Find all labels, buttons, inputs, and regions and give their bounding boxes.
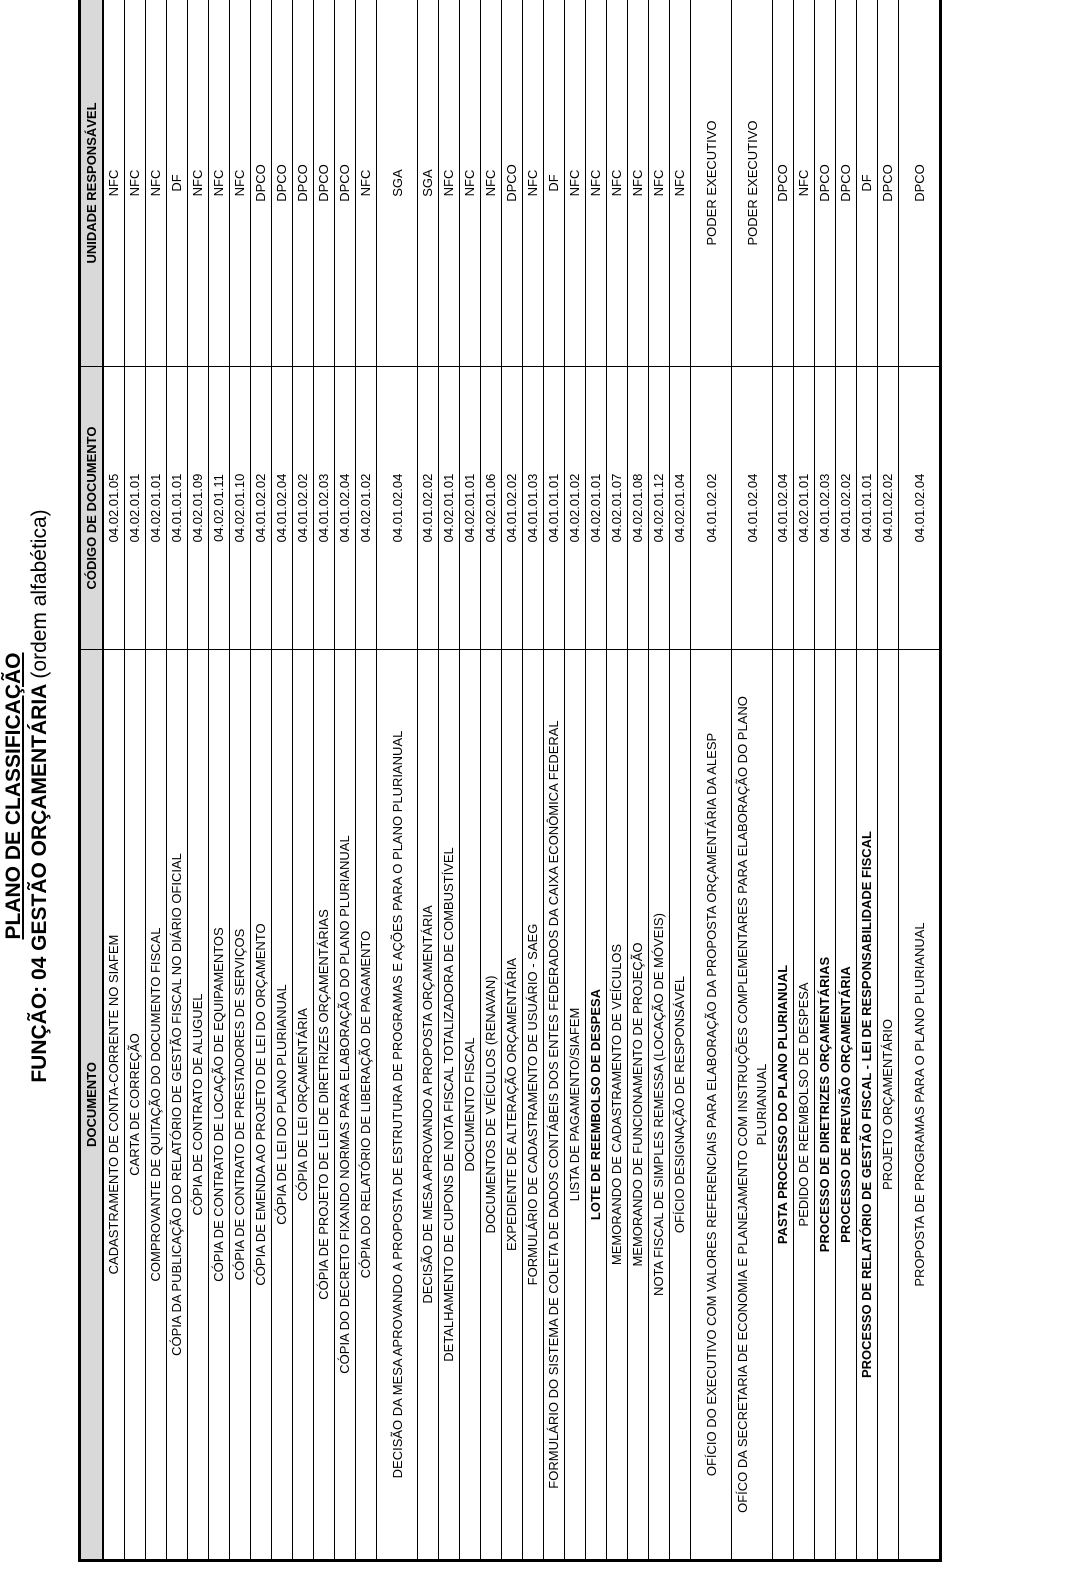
cell-unidade: DPCO [314, 0, 335, 367]
cell-documento: MEMORANDO DE CADASTRAMENTO DE VEÍCULOS [607, 650, 628, 1561]
table-row [857, 0, 878, 1561]
cell-unidade: DPCO [815, 0, 836, 367]
cell-unidade: NFC [586, 0, 607, 367]
cell-unidade: DPCO [836, 0, 857, 367]
column-header-codigo: CÓDIGO DE DOCUMENTO [80, 367, 104, 650]
cell-unidade: DPCO [773, 0, 794, 367]
cell-documento: CÓPIA DE CONTRATO DE LOCAÇÃO DE EQUIPAMENTOS [209, 650, 230, 1561]
cell-unidade: PODER EXECUTIVO [732, 0, 773, 367]
table-row [836, 0, 857, 1561]
table-row [209, 0, 230, 1561]
cell-documento: DECISÃO DE MESA APROVANDO A PROPOSTA ORÇAMENTÁRIA [418, 650, 439, 1561]
table-row [439, 0, 460, 1561]
table-row [377, 0, 418, 1561]
table-row [628, 0, 649, 1561]
table-row [335, 0, 356, 1561]
table-row [481, 0, 502, 1561]
cell-unidade: DPCO [272, 0, 293, 367]
cell-documento: CÓPIA DE LEI DO PLANO PLURIANUAL [272, 650, 293, 1561]
cell-documento: DOCUMENTOS DE VEÍCULOS (RENAVAN) [481, 650, 502, 1561]
cell-unidade: NFC [188, 0, 209, 367]
page-subtitle [26, 0, 54, 1592]
cell-unidade: NFC [439, 0, 460, 367]
cell-codigo: 04.02.01.12 [649, 367, 670, 650]
cell-documento: LISTA DE PAGAMENTO/SIAFEM [565, 650, 586, 1561]
cell-unidade: NFC [523, 0, 544, 367]
table-row [167, 0, 188, 1561]
cell-unidade: NFC [103, 0, 125, 367]
cell-unidade: NFC [628, 0, 649, 367]
cell-unidade: PODER EXECUTIVO [691, 0, 732, 367]
table-row [607, 0, 628, 1561]
classification-table [78, 0, 942, 1562]
table-row [356, 0, 377, 1561]
cell-documento: PROCESSO DE PREVISÃO ORÇAMENTÁRIA [836, 650, 857, 1561]
cell-codigo: 04.01.02.02 [691, 367, 732, 650]
cell-documento: DETALHAMENTO DE CUPONS DE NOTA FISCAL TOTALIZADORA DE COMBUSTÍVEL [439, 650, 460, 1561]
cell-codigo: 04.01.02.04 [377, 367, 418, 650]
table-row [272, 0, 293, 1561]
table-row [460, 0, 481, 1561]
cell-codigo: 04.01.01.01 [167, 367, 188, 650]
cell-documento: CÓPIA DE PROJETO DE LEI DE DIRETRIZES ORÇAMENTÁRIAS [314, 650, 335, 1561]
cell-documento: CÓPIA DE CONTRATO DE PRESTADORES DE SERVIÇOS [230, 650, 251, 1561]
cell-documento: PROJETO ORÇAMENTÁRIO [878, 650, 899, 1561]
table-row [418, 0, 439, 1561]
cell-codigo: 04.02.01.01 [586, 367, 607, 650]
table-row [103, 0, 125, 1561]
cell-documento: PEDIDO DE REEMBOLSO DE DESPESA [794, 650, 815, 1561]
table-row [732, 0, 773, 1561]
cell-unidade: NFC [794, 0, 815, 367]
cell-codigo: 04.01.01.01 [857, 367, 878, 650]
cell-unidade: NFC [146, 0, 167, 367]
table-row [815, 0, 836, 1561]
table-row [293, 0, 314, 1561]
cell-codigo: 04.01.02.02 [502, 367, 523, 650]
column-header-unidade: UNIDADE RESPONSÁVEL [80, 0, 104, 367]
table-row [251, 0, 272, 1561]
cell-unidade: DF [167, 0, 188, 367]
cell-codigo: 04.01.02.03 [815, 367, 836, 650]
cell-documento: PROPOSTA DE PROGRAMAS PARA O PLANO PLURIANUAL [899, 650, 941, 1561]
cell-unidade: DF [544, 0, 565, 367]
cell-documento: MEMORANDO DE FUNCIONAMENTO DE PROJEÇÃO [628, 650, 649, 1561]
table-row [188, 0, 209, 1561]
cell-unidade: NFC [670, 0, 691, 367]
table-row [523, 0, 544, 1561]
cell-codigo: 04.02.01.11 [209, 367, 230, 650]
subtitle-text: FUNÇÃO: 04 GESTÃO ORÇAMENTÁRIA [28, 684, 51, 1083]
cell-documento: CARTA DE CORREÇÃO [125, 650, 146, 1561]
cell-unidade: DPCO [899, 0, 941, 367]
cell-codigo: 04.01.02.04 [773, 367, 794, 650]
cell-documento: CÓPIA DO DECRETO FIXANDO NORMAS PARA ELABORAÇÃO DO PLANO PLURIANUAL [335, 650, 356, 1561]
cell-codigo: 04.02.01.06 [481, 367, 502, 650]
cell-documento: NOTA FISCAL DE SIMPLES REMESSA (LOCAÇÃO DE MÓVEIS) [649, 650, 670, 1561]
cell-codigo: 04.02.01.07 [607, 367, 628, 650]
table-header-row [80, 0, 104, 1561]
cell-documento: EXPEDIENTE DE ALTERAÇÃO ORÇAMENTÁRIA [502, 650, 523, 1561]
cell-unidade: DPCO [878, 0, 899, 367]
cell-codigo: 04.01.02.04 [732, 367, 773, 650]
cell-documento: CÓPIA DA PUBLICAÇÃO DO RELATÓRIO DE GESTÃO FISCAL NO DIÁRIO OFICIAL [167, 650, 188, 1561]
cell-codigo: 04.02.01.01 [125, 367, 146, 650]
cell-codigo: 04.01.01.03 [523, 367, 544, 650]
table-row [146, 0, 167, 1561]
cell-documento: CÓPIA DO RELATÓRIO DE LIBERAÇÃO DE PAGAMENTO [356, 650, 377, 1561]
cell-codigo: 04.02.01.08 [628, 367, 649, 650]
cell-documento: CÓPIA DE LEI ORÇAMENTÁRIA [293, 650, 314, 1561]
cell-codigo: 04.01.01.01 [544, 367, 565, 650]
cell-codigo: 04.02.01.05 [103, 367, 125, 650]
cell-documento: CÓPIA DE CONTRATO DE ALUGUEL [188, 650, 209, 1561]
cell-codigo: 04.01.02.04 [335, 367, 356, 650]
cell-unidade: DPCO [502, 0, 523, 367]
cell-unidade: NFC [460, 0, 481, 367]
cell-codigo: 04.02.01.01 [146, 367, 167, 650]
cell-documento: PASTA PROCESSO DO PLANO PLURIANUAL [773, 650, 794, 1561]
column-header-documento: DOCUMENTO [80, 650, 104, 1561]
cell-codigo: 04.02.01.02 [356, 367, 377, 650]
cell-codigo: 04.01.02.02 [836, 367, 857, 650]
table-row [649, 0, 670, 1561]
table-row [314, 0, 335, 1561]
cell-documento: CADASTRAMENTO DE CONTA-CORRENTE NO SIAFEM [103, 650, 125, 1561]
table-row [502, 0, 523, 1561]
cell-unidade: SGA [377, 0, 418, 367]
cell-codigo: 04.02.01.09 [188, 367, 209, 650]
cell-unidade: NFC [125, 0, 146, 367]
table-row [544, 0, 565, 1561]
table-body [103, 0, 941, 1561]
cell-documento: OFÍCIO DO EXECUTIVO COM VALORES REFERENCIAIS PARA ELABORAÇÃO DA PROPOSTA ORÇAMENTÁRIA DA ALESP [691, 650, 732, 1561]
subtitle-suffix: (ordem alfabética) [28, 509, 51, 679]
cell-documento: PROCESSO DE RELATÓRIO DE GESTÃO FISCAL - LEI DE RESPONSABILIDADE FISCAL [857, 650, 878, 1561]
table-row [670, 0, 691, 1561]
cell-documento: FORMULÁRIO DO SISTEMA DE COLETA DE DADOS CONTÁBEIS DOS ENTES FEDERADOS DA CAIXA ECONÔMICA FEDERAL [544, 650, 565, 1561]
cell-unidade: NFC [565, 0, 586, 367]
cell-unidade: NFC [230, 0, 251, 367]
cell-documento: FORMULÁRIO DE CADASTRAMENTO DE USUÁRIO - SAEG [523, 650, 544, 1561]
cell-unidade: NFC [607, 0, 628, 367]
cell-codigo: 04.01.02.02 [878, 367, 899, 650]
table-row [691, 0, 732, 1561]
cell-unidade: DPCO [293, 0, 314, 367]
table-row [586, 0, 607, 1561]
table-row [899, 0, 941, 1561]
cell-codigo: 04.02.01.01 [794, 367, 815, 650]
cell-codigo: 04.01.02.02 [251, 367, 272, 650]
table-row [230, 0, 251, 1561]
cell-documento: DOCUMENTO FISCAL [460, 650, 481, 1561]
cell-unidade: NFC [481, 0, 502, 367]
cell-codigo: 04.01.02.03 [314, 367, 335, 650]
cell-codigo: 04.01.02.04 [272, 367, 293, 650]
cell-codigo: 04.02.01.01 [439, 367, 460, 650]
cell-codigo: 04.02.01.04 [670, 367, 691, 650]
cell-documento: OFÍCIO DESIGNAÇÃO DE RESPONSÁVEL [670, 650, 691, 1561]
page-title: PLANO DE CLASSIFICAÇÃO [2, 652, 25, 940]
table-row [878, 0, 899, 1561]
cell-codigo: 04.02.01.01 [460, 367, 481, 650]
cell-unidade: DF [857, 0, 878, 367]
cell-codigo: 04.02.01.10 [230, 367, 251, 650]
table-row [773, 0, 794, 1561]
cell-unidade: DPCO [251, 0, 272, 367]
cell-unidade: NFC [649, 0, 670, 367]
cell-documento: COMPROVANTE DE QUITAÇÃO DO DOCUMENTO FISCAL [146, 650, 167, 1561]
cell-unidade: NFC [209, 0, 230, 367]
cell-documento: PROCESSO DE DIRETRIZES ORÇAMENTÁRIAS [815, 650, 836, 1561]
cell-codigo: 04.01.02.04 [899, 367, 941, 650]
cell-documento: DECISÃO DA MESA APROVANDO A PROPOSTA DE ESTRUTURA DE PROGRAMAS E AÇÕES PARA O PLANO PLURIANUAL [377, 650, 418, 1561]
cell-documento: LOTE DE REEMBOLSO DE DESPESA [586, 650, 607, 1561]
cell-documento: CÓPIA DE EMENDA AO PROJETO DE LEI DO ORÇAMENTO [251, 650, 272, 1561]
cell-documento: OFÍCO DA SECRETARIA DE ECONOMIA E PLANEJAMENTO COM INSTRUÇÕES COMPLEMENTARES PARA ELABORAÇÃO DO PLANO PLURIANUAL [732, 650, 773, 1561]
cell-codigo: 04.02.01.02 [565, 367, 586, 650]
table-row [794, 0, 815, 1561]
table-row [565, 0, 586, 1561]
cell-unidade: SGA [418, 0, 439, 367]
cell-codigo: 04.01.02.02 [293, 367, 314, 650]
table-row [125, 0, 146, 1561]
cell-unidade: DPCO [335, 0, 356, 367]
cell-codigo: 04.01.02.02 [418, 367, 439, 650]
cell-unidade: NFC [356, 0, 377, 367]
